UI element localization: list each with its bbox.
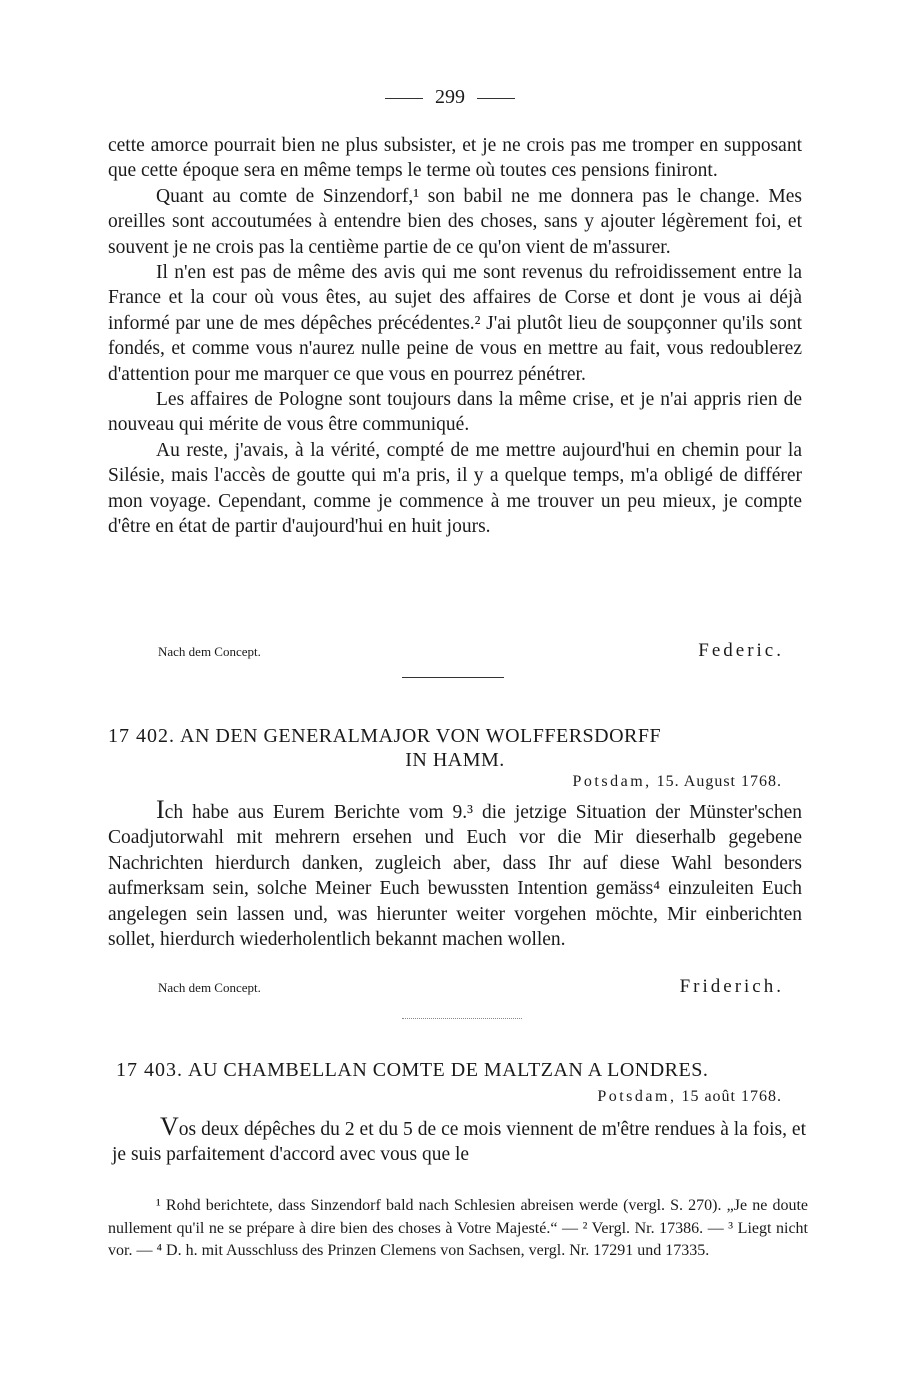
intro-paragraph-3: Il n'en est pas de même des avis qui me sont revenus du refroidissement entre la France et la cour où vous êtes, au sujet des affaires de Corse et dont je vous ai déjà informé par une de mes dépêches précédentes.² J'ai plutôt lieu de soupçonner qu'ils sont fondés, et comme vous n'aurez nulle peine de vous en mettre au fait, vous redoublerez d'attention pour me marquer ce que vous en pourrez pénétrer. — [108, 262, 802, 385]
letter-17403-text: os deux dépêches du 2 et du 5 de ce mois viennent de m'être rendues à la fois, et je suis parfaitement d'accord avec vous que le — [112, 1119, 806, 1166]
page-number-text: 299 — [435, 86, 465, 108]
intro-letter-continuation — [108, 133, 802, 540]
page-number-dash-right — [477, 98, 515, 99]
letter-17402-signature: Friderich. — [679, 976, 784, 997]
intro-paragraph-1: cette amorce pourrait bien ne plus subsister, et je ne crois pas me tromper en supposant que cette époque sera en même temps le terme où toutes ces pensions finiront. — [108, 135, 802, 182]
letter-17402-date-place: Potsdam, — [572, 773, 652, 790]
letter-17402-source-note: Nach dem Concept. — [158, 980, 261, 995]
letter-17402-body — [108, 797, 802, 952]
intro-closing-row — [108, 638, 784, 662]
page-number-dash-left — [385, 98, 423, 99]
page-number — [0, 86, 900, 109]
letter-17403-date-place: Potsdam, — [597, 1088, 677, 1105]
letter-17402-heading — [108, 724, 802, 748]
letter-17403-date: 15 août 1768. — [681, 1088, 782, 1105]
letter-17402-title-line1: AN DEN GENERALMAJOR VON WOLFFERSDORFF — [180, 725, 662, 747]
letter-17402-title-line2: IN HAMM. — [405, 749, 505, 771]
letter-17402-paragraph — [108, 797, 802, 952]
letter-17403-paragraph — [112, 1114, 806, 1168]
letter-17403-dateline — [597, 1088, 782, 1106]
letter-17402-text: ch habe aus Eurem Berichte vom 9.³ die jetzige Situation der Münster'schen Coadjutorwahl mit mehrern ersehen und Euch vor die Mir dieserhalb gegebene Nachrichten hierdurch danken, zugleich aber, dass Ihr auf diese Wahl besonders aufmerksam sein, solche Meiner Euch bewussten Intention gemäss⁴ einzuleiten Euch angelegen sein lassen und, was hierunter weiter vorgehen möchte, Mir einberichten sollet, hierdurch wiederholentlich bekannt machen wollen. — [108, 802, 802, 951]
intro-source-note: Nach dem Concept. — [158, 644, 261, 659]
footnotes — [108, 1195, 808, 1263]
letter-17403-heading — [116, 1058, 806, 1082]
intro-paragraph-2: Quant au comte de Sinzendorf,¹ son babil ne me donnera pas le change. Mes oreilles sont accoutumées à entendre bien des choses, sans y ajouter légèrement foi, et souvent je ne crois pas la centième partie de ce qu'on vient de m'assurer. — [108, 185, 802, 258]
letter-17403-number: 17 403. — [116, 1059, 183, 1081]
section-separator-dotted — [402, 1018, 522, 1019]
intro-signature: Federic. — [698, 640, 784, 661]
section-separator — [402, 677, 504, 678]
letter-17402-date: 15. August 1768. — [656, 773, 782, 790]
intro-paragraph-5: Au reste, j'avais, à la vérité, compté de me mettre aujourd'hui en chemin pour la Silésie, mais l'accès de goutte qui m'a pris, il y a quelque temps, m'a obligé de différer mon voyage. Cependant, comme je commence à me trouver un peu mieux, je compte d'être en état de partir d'aujourd'hui en huit jours. — [108, 439, 802, 538]
letter-17403-title: AU CHAMBELLAN COMTE DE MALTZAN A LONDRES. — [188, 1059, 709, 1081]
footnotes-text: ¹ Rohd berichtete, dass Sinzendorf bald nach Schlesien abreisen werde (vergl. S. 270). „Je ne doute nullement qu'il ne se prépare à dire bien des choses à Votre Majesté.“ — ² Vergl. Nr. 17386. — ³ Liegt nicht vor. — ⁴ D. h. mit Ausschluss des Prinzen Clemens von Sachsen, vergl. Nr. 17291 und 17335. — [108, 1197, 808, 1259]
letter-17402-closing-row — [108, 974, 784, 998]
letter-17402-number: 17 402. — [108, 725, 175, 747]
letter-17403-initial: V — [160, 1112, 179, 1141]
letter-17403-body — [112, 1114, 806, 1168]
letter-17402-dateline — [573, 773, 782, 791]
intro-paragraph-4: Les affaires de Pologne sont toujours dans la même crise, et je n'ai appris rien de nouveau qui mérite de vous être communiqué. — [108, 389, 802, 436]
letter-17402-initial: I — [156, 795, 165, 824]
